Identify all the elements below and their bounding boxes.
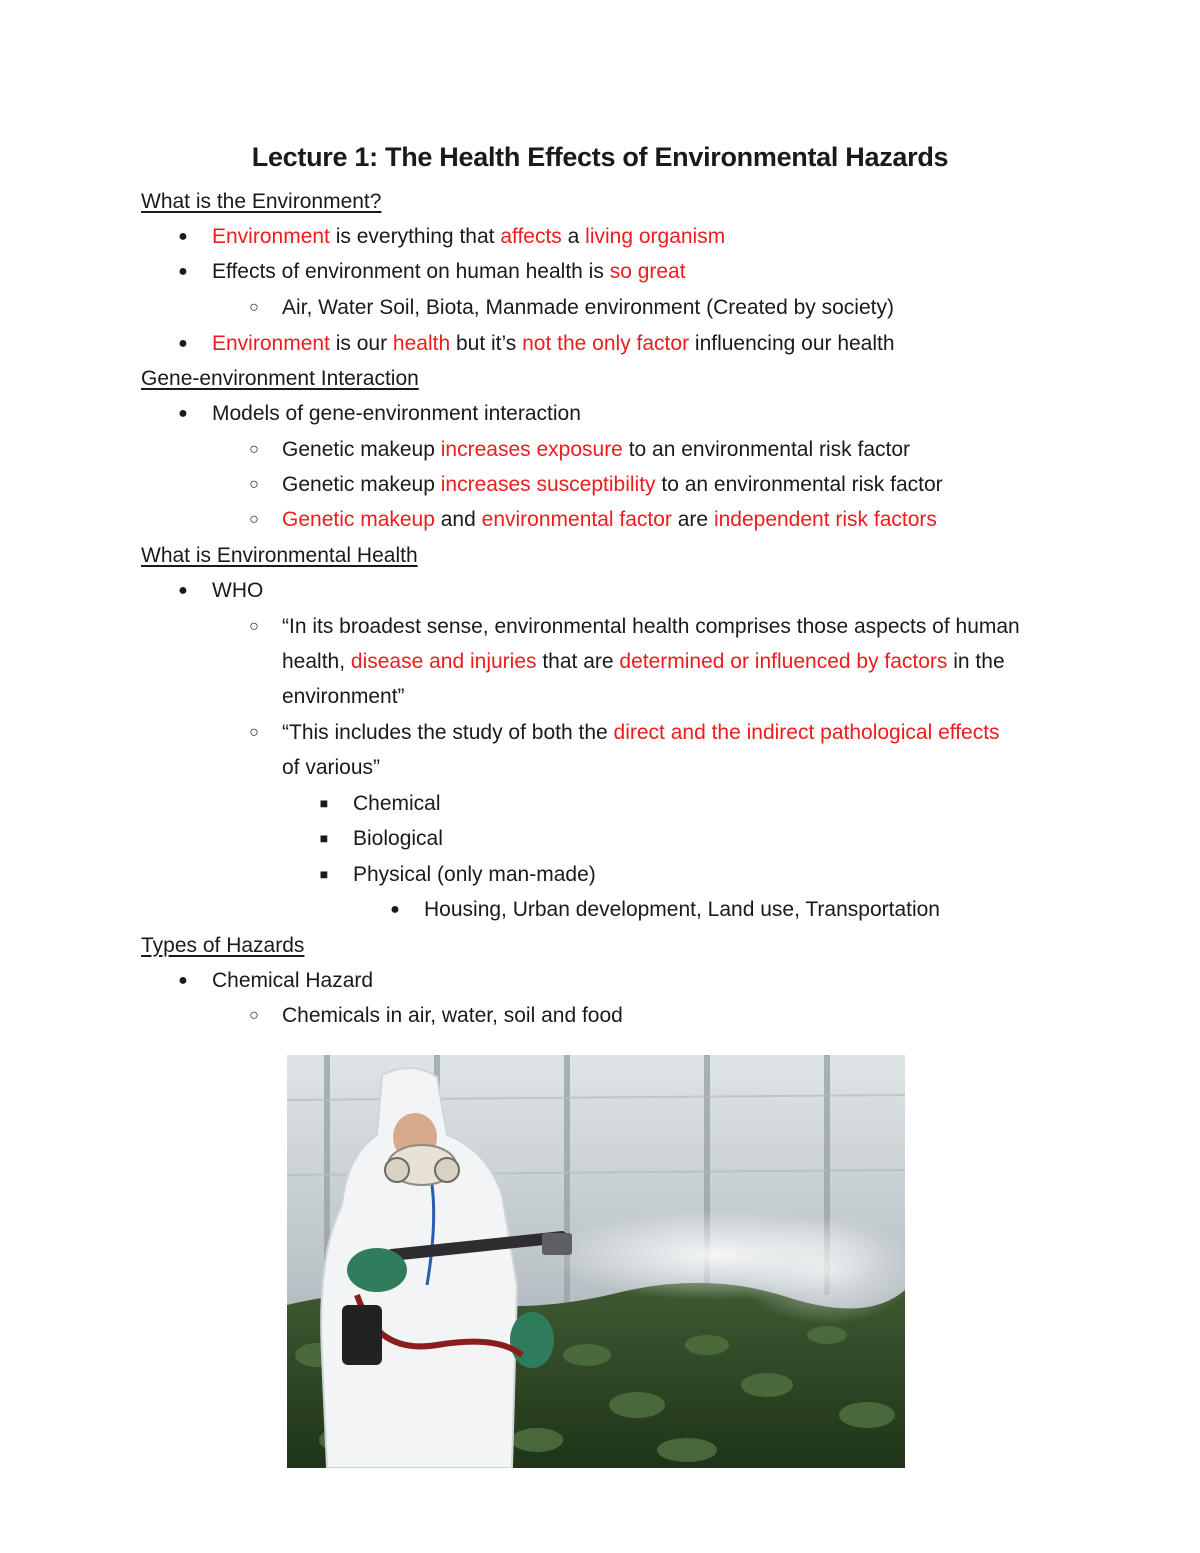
bullet-circle-icon: ○	[249, 618, 259, 635]
list-item	[353, 786, 441, 821]
bullet-circle-icon: ○	[249, 441, 259, 458]
highlighted-text: not the only factor	[522, 332, 690, 355]
list-item	[212, 254, 686, 289]
bullet-disc-icon: ●	[178, 228, 188, 245]
text-segment: is our	[329, 332, 393, 355]
text-segment: WHO	[212, 579, 264, 602]
text-segment: Biological	[353, 827, 443, 850]
highlighted-text: Environment	[212, 332, 330, 355]
list-item	[353, 821, 443, 856]
bullet-disc-icon: ●	[178, 405, 188, 422]
bullet-disc-icon: ●	[178, 263, 188, 280]
list-item	[212, 219, 725, 254]
text-segment: Models of gene-environment interaction	[212, 402, 581, 425]
list-item	[282, 502, 937, 537]
list-item	[424, 892, 940, 927]
list-item-continuation	[282, 750, 380, 785]
text-segment: are	[671, 508, 714, 531]
text-segment: of various”	[282, 756, 381, 779]
list-item-continuation	[282, 679, 405, 714]
highlighted-text: Genetic makeup	[282, 508, 435, 531]
list-item	[282, 432, 910, 467]
list-item	[212, 396, 581, 431]
bullet-circle-icon: ○	[249, 724, 259, 741]
highlighted-text: environmental factor	[481, 508, 672, 531]
highlighted-text: health	[392, 332, 451, 355]
list-item	[282, 609, 1020, 644]
bullet-square-icon: ■	[319, 830, 329, 846]
bullet-circle-icon: ○	[249, 476, 259, 493]
text-segment: to an environmental risk factor	[622, 438, 911, 461]
highlighted-text: affects	[500, 225, 562, 248]
bullet-square-icon: ■	[319, 795, 329, 811]
text-segment: Effects of environment on human health is	[212, 260, 610, 283]
bullet-disc-icon: ●	[178, 582, 188, 599]
highlighted-text: independent risk factors	[713, 508, 937, 531]
pesticide-sprayer-photo	[287, 1055, 905, 1468]
text-segment: Air, Water Soil, Biota, Manmade environment (Created by society)	[282, 296, 894, 319]
text-segment: health,	[282, 650, 351, 673]
text-segment: “This includes the study of both the	[282, 721, 614, 744]
bullet-square-icon: ■	[319, 866, 329, 882]
highlighted-text: increases susceptibility	[440, 473, 656, 496]
highlighted-text: Environment	[212, 225, 330, 248]
text-segment: Physical (only man-made)	[353, 863, 596, 886]
text-segment: to an environmental risk factor	[655, 473, 943, 496]
highlighted-text: so great	[609, 260, 686, 283]
text-segment: Genetic makeup	[282, 438, 441, 461]
list-item	[212, 573, 263, 608]
highlighted-text: direct and the indirect pathological effects	[613, 721, 1000, 744]
text-segment: Chemical Hazard	[212, 969, 374, 992]
text-segment: Chemical	[353, 792, 441, 815]
text-segment: Chemicals in air, water, soil and food	[282, 1004, 623, 1027]
text-segment: influencing our health	[689, 332, 895, 355]
highlighted-text: determined or influenced by factors	[619, 650, 948, 673]
highlighted-text: disease and injuries	[350, 650, 537, 673]
text-segment: Housing, Urban development, Land use, Transportation	[424, 898, 940, 921]
list-item	[282, 467, 943, 502]
section-heading-environmental-health: What is Environmental Health	[141, 544, 418, 567]
list-item	[212, 326, 895, 361]
list-item	[212, 963, 373, 998]
bullet-disc-icon: ●	[178, 335, 188, 352]
bullet-circle-icon: ○	[249, 299, 259, 316]
highlighted-text: living organism	[585, 225, 726, 248]
text-segment: that are	[536, 650, 620, 673]
page-title: Lecture 1: The Health Effects of Environmental Hazards	[251, 142, 949, 172]
list-item	[282, 998, 623, 1033]
text-segment: and	[434, 508, 482, 531]
list-item	[282, 290, 894, 325]
list-item	[353, 857, 596, 892]
bullet-circle-icon: ○	[249, 511, 259, 528]
section-heading-types-of-hazards: Types of Hazards	[141, 934, 305, 957]
text-segment: in the	[947, 650, 1005, 673]
text-segment: “In its broadest sense, environmental health comprises those aspects of human	[282, 615, 1020, 638]
bullet-circle-icon: ○	[249, 1007, 259, 1024]
text-segment: environment”	[282, 685, 405, 708]
text-segment: is everything that	[329, 225, 501, 248]
text-segment: a	[561, 225, 586, 248]
section-heading-gene-environment: Gene-environment Interaction	[141, 367, 419, 390]
bullet-disc-icon: ●	[178, 972, 188, 989]
text-segment: Genetic makeup	[282, 473, 441, 496]
bullet-disc-icon: ●	[390, 901, 400, 918]
text-segment: but it’s	[450, 332, 523, 355]
section-heading-environment: What is the Environment?	[141, 190, 382, 213]
highlighted-text: increases exposure	[440, 438, 623, 461]
list-item	[282, 715, 1000, 750]
list-item-continuation	[282, 644, 1005, 679]
